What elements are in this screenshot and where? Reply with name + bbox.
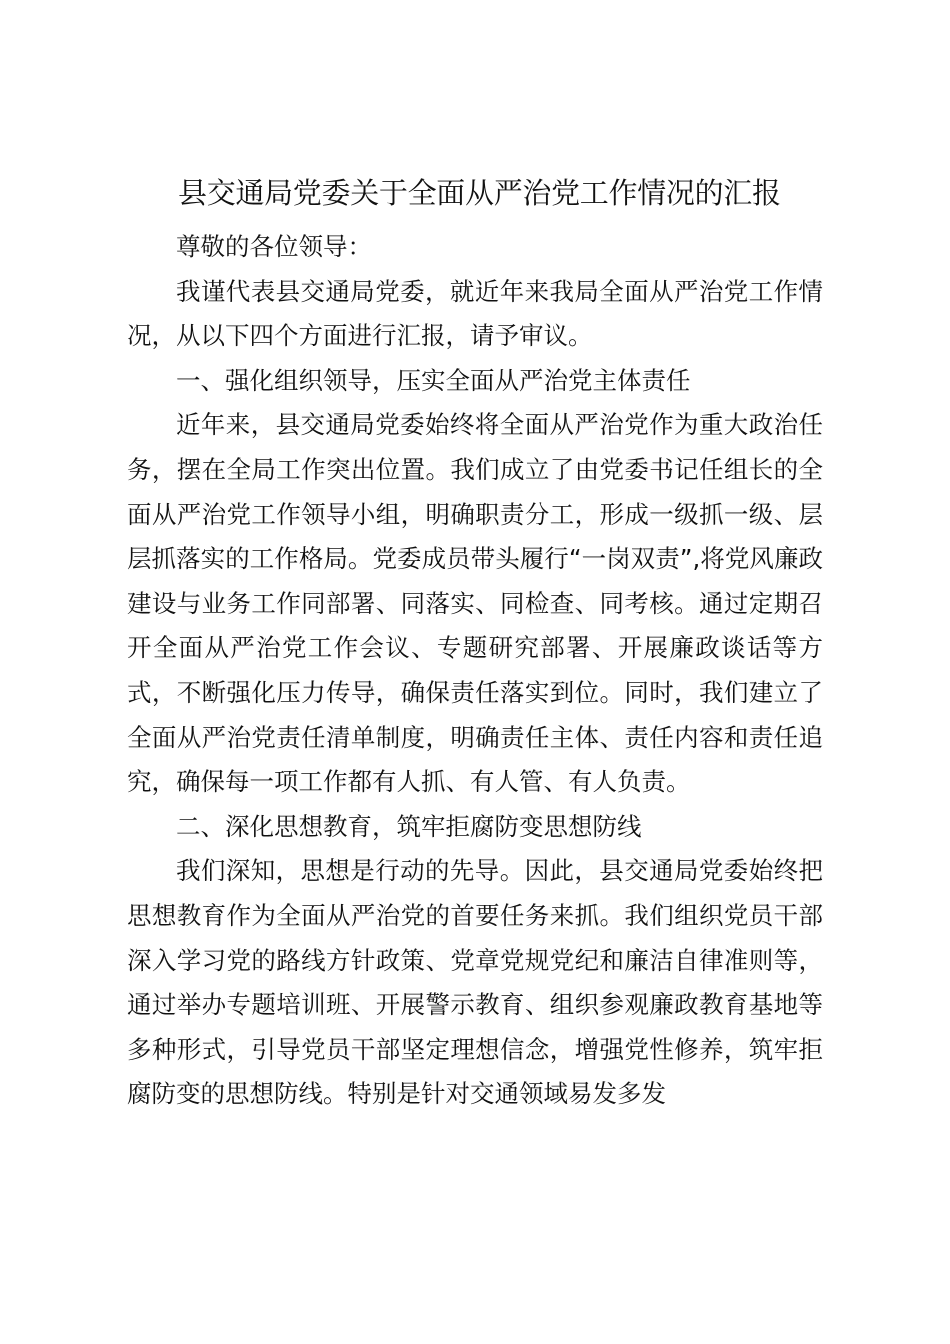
section-1-paragraph: 近年来，县交通局党委始终将全面从严治党作为重大政治任务，摆在全局工作突出位置。我们成立了由党委书记任组长的全面从严治党工作领导小组，明确职责分工，形成一级抓一级、层层抓落实的工作格局。党委成员带头履行“一岗双责”,将党风廉政建设与业务工作同部署、同落实、同检查、同考核。通过定期召开全面从严治党工作会议、专题研究部署、开展廉政谈话等方式，不断强化压力传导，确保责任落实到位。同时，我们建立了全面从严治党责任清单制度，明确责任主体、责任内容和责任追究，确保每一项工作都有人抓、有人管、有人负责。 xyxy=(127,410,823,797)
section-2-paragraph: 我们深知，思想是行动的先导。因此，县交通局党委始终把思想教育作为全面从严治党的首要任务来抓。我们组织党员干部深入学习党的路线方针政策、党章党规党纪和廉洁自律准则等，通过举办专题培训班、开展警示教育、组织参观廉政教育基地等多种形式，引导党员干部坚定理想信念，增强党性修养，筑牢拒腐防变的思想防线。特别是针对交通领域易发多发 xyxy=(127,856,823,1109)
document-title: 县交通局党委关于全面从严治党工作情况的汇报 xyxy=(178,176,781,210)
intro-paragraph: 我谨代表县交通局党委，就近年来我局全面从严治党工作情况，从以下四个方面进行汇报，请予审议。 xyxy=(127,276,823,351)
section-2-heading: 二、深化思想教育，筑牢拒腐防变思想防线 xyxy=(176,811,642,841)
document-body xyxy=(127,225,823,1117)
salutation: 尊敬的各位领导： xyxy=(176,232,372,261)
section-1-heading: 一、强化组织领导，压实全面从严治党主体责任 xyxy=(176,365,691,395)
